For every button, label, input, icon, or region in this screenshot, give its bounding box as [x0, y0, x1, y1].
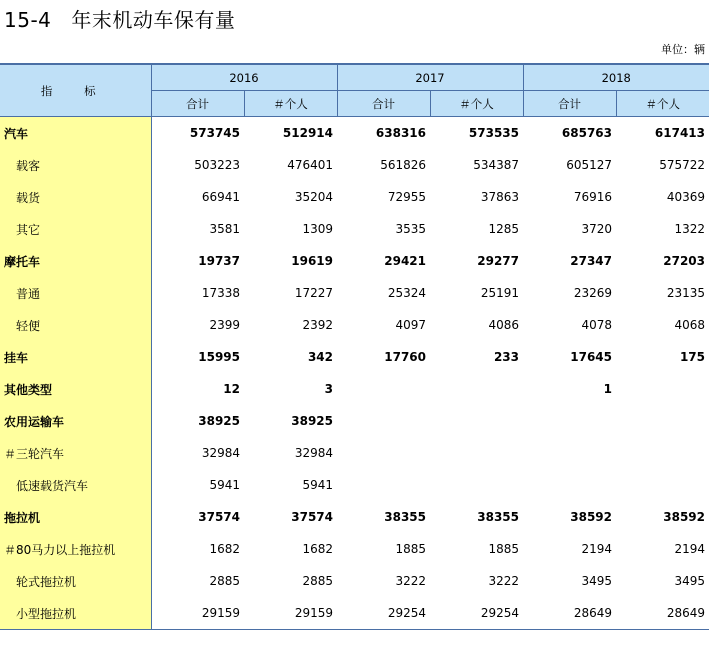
table-title-text: 年末机动车保有量 — [71, 8, 236, 32]
value-cell — [616, 405, 709, 437]
year-header-2016: 2016 — [151, 64, 337, 91]
value-cell: 4078 — [581, 318, 612, 332]
value-cell: 342 — [307, 350, 333, 364]
value-cell: 2392 — [302, 318, 333, 332]
value-cell: 605127 — [566, 158, 612, 172]
table-body — [0, 117, 709, 630]
value-cell: 233 — [493, 350, 519, 364]
value-cell: 38355 — [384, 510, 426, 524]
value-cell: 29421 — [384, 254, 426, 268]
value-cell: 573745 — [189, 126, 240, 140]
value-cell: 3495 — [674, 574, 705, 588]
value-cell: 29159 — [151, 597, 244, 630]
value-cell — [523, 437, 616, 469]
table-row — [0, 405, 709, 437]
value-cell: 3222 — [395, 574, 426, 588]
value-cell: 685763 — [561, 126, 612, 140]
value-cell: 3222 — [488, 574, 519, 588]
value-cell: 503223 — [194, 158, 240, 172]
row-label: 农用运输车 — [0, 405, 151, 437]
row-label: 普通 — [0, 277, 151, 309]
value-cell: 2194 — [581, 542, 612, 556]
table-row — [0, 437, 709, 469]
table-row — [0, 565, 709, 597]
value-cell: 3495 — [581, 574, 612, 588]
value-cell: 32984 — [201, 446, 240, 460]
row-label: 轮式拖拉机 — [0, 565, 151, 597]
year-header-2018: 2018 — [523, 64, 709, 91]
value-cell: 35204 — [294, 190, 333, 204]
value-cell: 4097 — [395, 318, 426, 332]
value-cell: 23135 — [666, 286, 705, 300]
value-cell: 2885 — [209, 574, 240, 588]
value-cell: 29159 — [244, 597, 337, 630]
table-row — [0, 117, 709, 150]
value-cell: 40369 — [666, 190, 705, 204]
value-cell: 4068 — [674, 318, 705, 332]
value-cell — [430, 405, 523, 437]
value-cell: 27203 — [663, 254, 705, 268]
table-row — [0, 149, 709, 181]
value-cell: 4086 — [488, 318, 519, 332]
value-cell: 38925 — [198, 414, 240, 428]
row-label: 其他类型 — [0, 373, 151, 405]
value-cell: 28649 — [523, 597, 616, 630]
table-row — [0, 245, 709, 277]
value-cell: 66941 — [201, 190, 240, 204]
table-row — [0, 533, 709, 565]
value-cell: 76916 — [573, 190, 612, 204]
value-cell — [616, 437, 709, 469]
subcol-total: 合计 — [523, 91, 616, 117]
value-cell: 38925 — [291, 414, 333, 428]
value-cell: 1322 — [674, 222, 705, 236]
value-cell — [430, 373, 523, 405]
table-row — [0, 181, 709, 213]
value-cell: 1285 — [488, 222, 519, 236]
row-label: ＃80马力以上拖拉机 — [0, 533, 151, 565]
table-row — [0, 213, 709, 245]
subcol-personal: ＃个人 — [430, 91, 523, 117]
row-label: 拖拉机 — [0, 501, 151, 533]
value-cell: 5941 — [209, 478, 240, 492]
indicator-header: 指 标 — [0, 64, 151, 117]
row-label: 轻便 — [0, 309, 151, 341]
value-cell — [523, 469, 616, 501]
value-cell: 2194 — [674, 542, 705, 556]
value-cell — [430, 437, 523, 469]
value-cell: 29254 — [430, 597, 523, 630]
value-cell: 575722 — [659, 158, 705, 172]
value-cell: 3 — [324, 382, 333, 396]
value-cell: 37574 — [291, 510, 333, 524]
value-cell: 3581 — [209, 222, 240, 236]
value-cell — [337, 469, 430, 501]
value-cell: 38592 — [663, 510, 705, 524]
value-cell: 638316 — [375, 126, 426, 140]
value-cell: 19619 — [291, 254, 333, 268]
row-label: 小型拖拉机 — [0, 597, 151, 630]
value-cell: 15995 — [198, 350, 240, 364]
value-cell: 29254 — [337, 597, 430, 630]
value-cell — [337, 405, 430, 437]
value-cell: 561826 — [380, 158, 426, 172]
table-row — [0, 341, 709, 373]
value-cell: 19737 — [198, 254, 240, 268]
value-cell: 2399 — [209, 318, 240, 332]
value-cell: 25191 — [480, 286, 519, 300]
value-cell — [430, 469, 523, 501]
value-cell: 17227 — [294, 286, 333, 300]
value-cell: 38355 — [477, 510, 519, 524]
subcol-total: 合计 — [337, 91, 430, 117]
value-cell: 534387 — [473, 158, 519, 172]
table-row — [0, 597, 709, 630]
value-cell: 1 — [603, 382, 612, 396]
value-cell: 3535 — [395, 222, 426, 236]
row-label: ＃三轮汽车 — [0, 437, 151, 469]
table-title — [4, 4, 235, 33]
value-cell: 17645 — [570, 350, 612, 364]
value-cell — [523, 405, 616, 437]
table-row — [0, 469, 709, 501]
value-cell: 1885 — [395, 542, 426, 556]
subcol-total: 合计 — [151, 91, 244, 117]
subcol-personal: ＃个人 — [244, 91, 337, 117]
vehicle-table — [0, 63, 709, 630]
row-label: 摩托车 — [0, 245, 151, 277]
value-cell: 27347 — [570, 254, 612, 268]
value-cell: 32984 — [294, 446, 333, 460]
value-cell: 29277 — [477, 254, 519, 268]
value-cell — [616, 469, 709, 501]
table-row — [0, 309, 709, 341]
subcol-personal: ＃个人 — [616, 91, 709, 117]
year-header-2017: 2017 — [337, 64, 523, 91]
row-label: 挂车 — [0, 341, 151, 373]
value-cell: 23269 — [573, 286, 612, 300]
value-cell — [337, 373, 430, 405]
value-cell: 37863 — [480, 190, 519, 204]
row-label: 其它 — [0, 213, 151, 245]
value-cell: 175 — [679, 350, 705, 364]
value-cell: 72955 — [387, 190, 426, 204]
value-cell: 1885 — [488, 542, 519, 556]
value-cell: 25324 — [387, 286, 426, 300]
value-cell: 1309 — [302, 222, 333, 236]
value-cell — [337, 437, 430, 469]
value-cell: 1682 — [209, 542, 240, 556]
value-cell: 476401 — [287, 158, 333, 172]
value-cell: 37574 — [198, 510, 240, 524]
value-cell: 3720 — [581, 222, 612, 236]
row-label: 汽车 — [0, 117, 151, 150]
table-row — [0, 277, 709, 309]
value-cell: 17760 — [384, 350, 426, 364]
table-row — [0, 373, 709, 405]
value-cell: 17338 — [201, 286, 240, 300]
table-row — [0, 501, 709, 533]
row-label: 低速载货汽车 — [0, 469, 151, 501]
row-label: 载客 — [0, 149, 151, 181]
row-label: 载货 — [0, 181, 151, 213]
value-cell: 573535 — [468, 126, 519, 140]
value-cell: 617413 — [654, 126, 705, 140]
value-cell: 512914 — [282, 126, 333, 140]
unit-label: 单位：辆 — [661, 43, 705, 56]
value-cell: 28649 — [616, 597, 709, 630]
value-cell: 1682 — [302, 542, 333, 556]
value-cell — [616, 373, 709, 405]
table-number: 15-4 — [4, 8, 52, 32]
value-cell: 2885 — [302, 574, 333, 588]
value-cell: 5941 — [302, 478, 333, 492]
value-cell: 12 — [223, 382, 240, 396]
value-cell: 38592 — [570, 510, 612, 524]
